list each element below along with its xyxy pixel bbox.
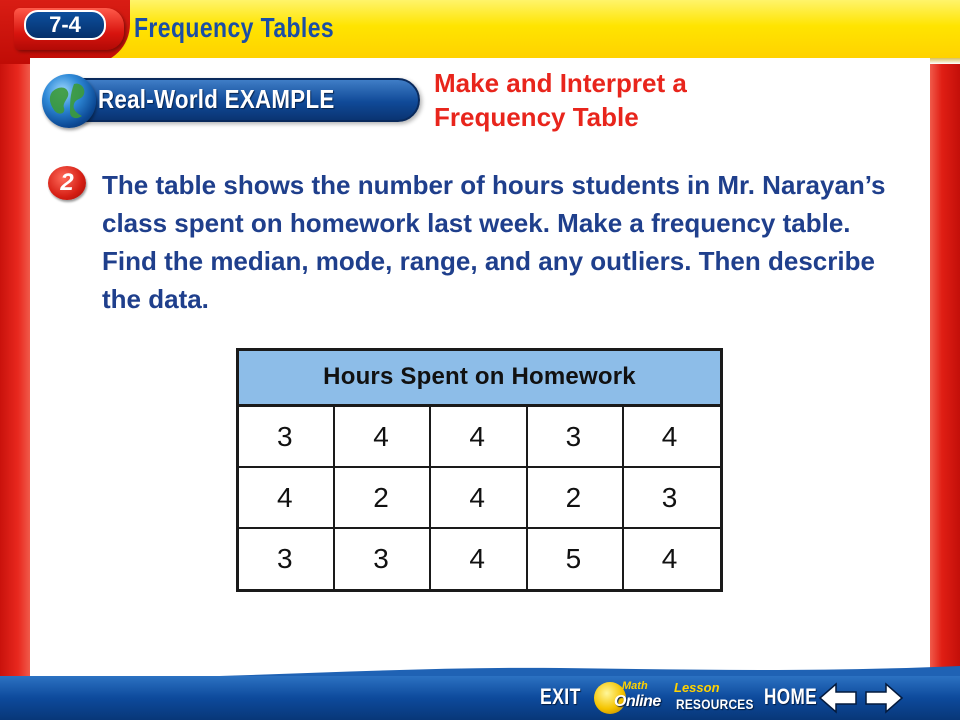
home-button[interactable]: HOME bbox=[764, 684, 818, 709]
table-cell: 4 bbox=[431, 529, 527, 590]
lesson-resources-label-lesson: Lesson bbox=[674, 680, 720, 695]
example-title-line2: Frequency Table bbox=[434, 102, 639, 132]
banner-label: Real-World EXAMPLE bbox=[98, 84, 335, 114]
math-online-button[interactable] bbox=[594, 680, 660, 716]
table-cell: 2 bbox=[528, 468, 624, 529]
arrow-right-icon[interactable] bbox=[864, 682, 904, 714]
table-title: Hours Spent on Homework bbox=[239, 351, 720, 407]
table-cell: 3 bbox=[239, 529, 335, 590]
math-online-label-math: Math bbox=[622, 680, 648, 692]
right-red-border bbox=[930, 46, 960, 720]
homework-hours-table bbox=[236, 348, 723, 592]
table-cell: 4 bbox=[624, 407, 720, 468]
table-cell: 2 bbox=[335, 468, 431, 529]
table-grid bbox=[239, 407, 720, 590]
arrow-left-icon[interactable] bbox=[818, 682, 858, 714]
table-cell: 3 bbox=[624, 468, 720, 529]
left-red-border bbox=[0, 0, 30, 720]
lesson-number: 7-4 bbox=[24, 10, 106, 40]
table-cell: 3 bbox=[335, 529, 431, 590]
table-cell: 5 bbox=[528, 529, 624, 590]
exit-button[interactable]: EXIT bbox=[540, 684, 581, 709]
table-cell: 4 bbox=[239, 468, 335, 529]
table-cell: 4 bbox=[431, 407, 527, 468]
math-online-label-online: Online bbox=[614, 693, 661, 710]
table-cell: 3 bbox=[239, 407, 335, 468]
table-cell: 4 bbox=[661, 543, 678, 574]
example-title-line1: Make and Interpret a bbox=[434, 68, 687, 98]
question-text: The table shows the number of hours students in Mr. Narayan’s class spent on homework last week. Make a frequency table. Find the median, mode, range, and any outliers. Then describe the data. bbox=[102, 170, 886, 314]
table-cell: 4 bbox=[335, 407, 431, 468]
table-cell: 4 bbox=[431, 468, 527, 529]
lesson-title: Frequency Tables bbox=[134, 12, 335, 43]
lesson-resources-button[interactable] bbox=[672, 680, 756, 716]
lesson-resources-label-resources: RESOURCES bbox=[676, 696, 754, 712]
globe-icon bbox=[42, 74, 96, 128]
table-cell: 3 bbox=[528, 407, 624, 468]
example-title bbox=[434, 66, 854, 134]
step-number-badge: 2 bbox=[48, 166, 86, 200]
